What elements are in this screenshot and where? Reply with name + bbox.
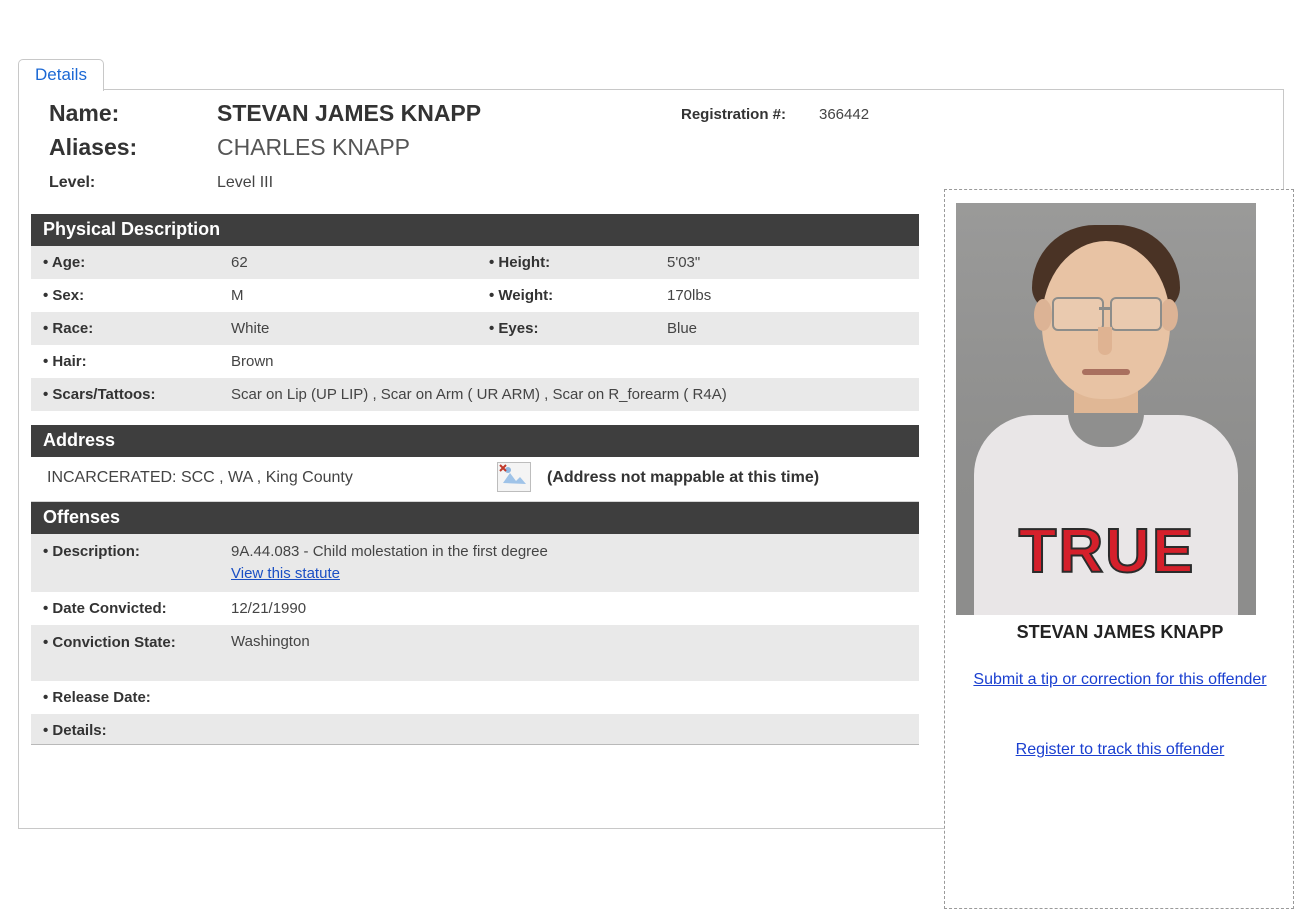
aliases-value: CHARLES KNAPP <box>217 134 411 160</box>
table-row <box>31 279 919 312</box>
address-not-mappable-note: (Address not mappable at this time) <box>547 469 820 486</box>
offender-mugshot <box>956 203 1256 615</box>
address-header: Address <box>31 425 919 457</box>
address-value: INCARCERATED: SCC , WA , King County <box>47 469 353 486</box>
tab-details-label: Details <box>35 65 87 84</box>
height-value: 5'03" <box>667 254 701 271</box>
offender-photo-card <box>944 189 1294 909</box>
race-label: • Race: <box>43 320 94 337</box>
weight-label: • Weight: <box>489 287 554 304</box>
photo-caption-name: STEVAN JAMES KNAPP <box>1016 622 1224 642</box>
tab-details[interactable] <box>18 59 104 91</box>
date-convicted-value: 12/21/1990 <box>231 600 307 617</box>
view-statute-link[interactable]: View this statute <box>231 565 340 582</box>
hair-label: • Hair: <box>43 353 87 370</box>
offense-description-value: 9A.44.083 - Child molestation in the first degree <box>231 543 548 560</box>
glasses-left-lens <box>1052 297 1104 331</box>
table-row <box>31 312 919 345</box>
age-value: 62 <box>231 254 248 271</box>
glasses-right-lens <box>1110 297 1162 331</box>
table-row <box>31 345 919 378</box>
address-row <box>31 457 919 502</box>
eyes-value: Blue <box>667 320 698 337</box>
race-value: White <box>231 320 270 337</box>
offense-description-row <box>31 534 919 592</box>
submit-tip-link[interactable]: Submit a tip or correction for this offender <box>973 671 1267 688</box>
shirt-text: TRUE <box>1018 517 1196 586</box>
offense-description-label: • Description: <box>43 543 140 560</box>
divider <box>31 744 919 745</box>
broken-image-icon <box>497 462 531 492</box>
release-date-row <box>31 681 919 714</box>
name-value: STEVAN JAMES KNAPP <box>217 100 482 126</box>
conviction-state-label: • Conviction State: <box>43 634 176 651</box>
details-panel <box>18 89 1284 829</box>
date-convicted-label: • Date Convicted: <box>43 600 167 617</box>
conviction-state-value: Washington <box>231 633 310 650</box>
details-left-column <box>31 100 931 745</box>
scars-tattoos-label: • Scars/Tattoos: <box>43 386 156 403</box>
ear-left <box>1034 299 1052 331</box>
details-row <box>31 714 919 744</box>
registration-label: Registration #: <box>681 106 787 123</box>
level-row <box>31 170 931 200</box>
sex-value: M <box>231 287 244 304</box>
physical-description-header: Physical Description <box>31 214 919 246</box>
age-label: • Age: <box>43 254 86 271</box>
height-label: • Height: <box>489 254 551 271</box>
details-label: • Details: <box>43 722 107 739</box>
register-track-link[interactable]: Register to track this offender <box>1015 741 1225 758</box>
registration-value: 366442 <box>819 106 870 123</box>
weight-value: 170lbs <box>667 287 712 304</box>
ear-right <box>1160 299 1178 331</box>
table-row <box>31 246 919 279</box>
table-row <box>31 378 919 411</box>
date-convicted-row <box>31 592 919 625</box>
physical-description-table <box>31 246 919 411</box>
mouth <box>1082 369 1130 375</box>
tab-strip <box>18 58 104 90</box>
nose <box>1098 327 1112 355</box>
release-date-label: • Release Date: <box>43 689 151 706</box>
aliases-row <box>31 134 931 170</box>
name-row <box>31 100 931 134</box>
aliases-label: Aliases: <box>49 134 138 160</box>
scars-tattoos-value: Scar on Lip (UP LIP) , Scar on Arm ( UR ARM) , Scar on R_forearm ( R4A) <box>231 386 727 403</box>
hair-value: Brown <box>231 353 274 370</box>
glasses-bridge <box>1099 307 1111 310</box>
name-label: Name: <box>49 100 120 126</box>
conviction-state-row <box>31 625 919 681</box>
offenses-header: Offenses <box>31 502 919 534</box>
sex-label: • Sex: <box>43 287 85 304</box>
level-value: Level III <box>217 174 274 191</box>
eyes-label: • Eyes: <box>489 320 539 337</box>
level-label: Level: <box>49 174 96 191</box>
